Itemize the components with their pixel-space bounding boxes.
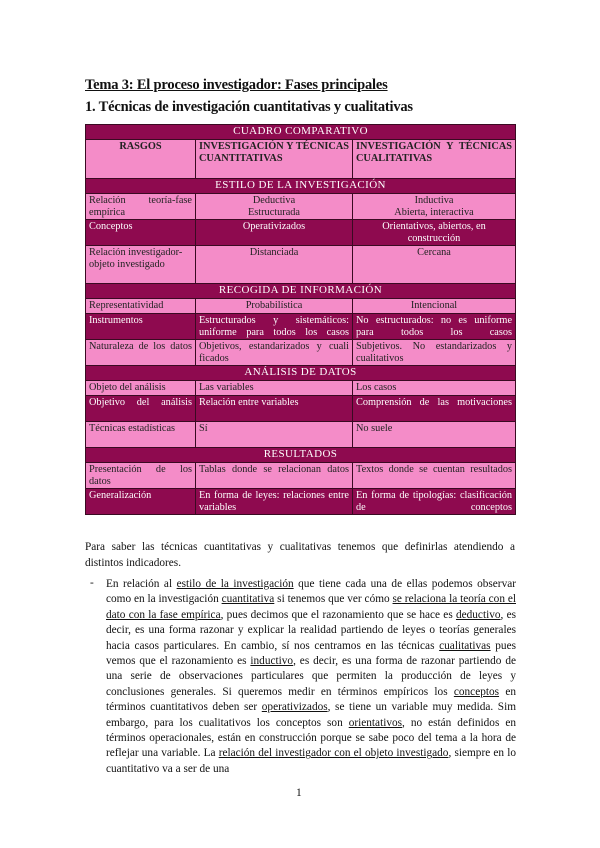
cuant-cell: En forma de leyes: relaciones entre variables: [196, 489, 353, 515]
rasgo-cell: Generalización: [86, 489, 196, 515]
cual-cell: En forma de tipologías: clasificación de conceptos: [353, 489, 516, 515]
page-number: 1: [296, 787, 302, 799]
comparison-table: [85, 124, 516, 515]
underlined-term: deductivo: [455, 608, 501, 621]
cuant-cell: Distanciada: [196, 246, 353, 284]
rasgo-cell: Naturaleza de los datos: [86, 340, 196, 366]
text-run: en términos cuantitativos deben ser: [106, 685, 516, 714]
topic-title: Tema 3: El proceso investigador: Fases principales: [85, 77, 388, 93]
section-heading: 1. Técnicas de investigación cuantitativas y cualitativas: [85, 99, 413, 115]
list-dash: -: [90, 577, 94, 589]
cuant-cell: Estructurados y sistemáticos: uniforme para todos los casos: [196, 313, 353, 339]
cual-cell: No estructurados: no es uniforme para todos los casos: [353, 313, 516, 339]
text-run: si tenemos que ver cómo: [274, 593, 393, 606]
section-title: ESTILO DE LA INVESTIGACIÓN: [86, 179, 516, 194]
text-run: , pues decimos que el razonamiento que se hace es: [220, 608, 456, 621]
cuant-cell: Objetivos, estandarizados y cuali​ficados: [196, 340, 353, 366]
section-title: RESULTADOS: [86, 447, 516, 462]
cuant-cell: Tablas donde se relacionan datos: [196, 462, 353, 488]
text-run: , es decir, es una forma de razonar partiendo de una serie de observaciones particulares que permiten la producción de leyes y conclusiones generales. Si queremos medir en términos empíricos los: [106, 655, 516, 698]
cuant-cell: Operativizados: [196, 220, 353, 246]
cual-cell: Los casos: [353, 381, 516, 396]
underlined-term: se relaciona la teoría con el dato con la fase empírica: [106, 593, 516, 621]
underlined-term: cualitativas: [439, 639, 491, 652]
cual-cell: Subjetivos. No estandarizados y cualitativos: [353, 340, 516, 366]
rasgo-cell: Representatividad: [86, 299, 196, 314]
underlined-term: inductivo: [250, 655, 294, 668]
cual-cell: Inductiva Abierta, interactiva: [353, 194, 516, 220]
text-run: , siempre en lo cuantitativo va a ser de una: [106, 747, 516, 775]
rasgo-cell: Instrumentos: [86, 313, 196, 339]
cual-cell: Orientativos, abiertos, en construcción: [353, 220, 516, 246]
section-title: RECOGIDA DE INFORMACIÓN: [86, 284, 516, 299]
header-rasgos: RASGOS: [86, 140, 196, 179]
rasgo-cell: Relación teoría-fase empírica: [86, 194, 196, 220]
cuant-cell: Deductiva Estructurada: [196, 194, 353, 220]
cual-cell: Intencional: [353, 299, 516, 314]
table-title: CUADRO COMPARATIVO: [86, 125, 516, 140]
rasgo-cell: Objeto del análisis: [86, 381, 196, 396]
section-title: ANÁLISIS DE DATOS: [86, 366, 516, 381]
underlined-term: orientativos: [348, 716, 403, 729]
text-run: que tiene cada una de ellas podemos observar como en la investigación: [106, 578, 516, 606]
underlined-term: operativizados: [261, 701, 328, 714]
cuant-cell: Probabilística: [196, 299, 353, 314]
intro-paragraph: Para saber las técnicas cuantitativas y cualitativas tenemos que definirlas atendiendo a distintos indicadores.: [85, 541, 515, 569]
rasgo-cell: Conceptos: [86, 220, 196, 246]
text-run: pues vemos que el razonamiento es: [106, 639, 516, 668]
cual-cell: Cercana: [353, 246, 516, 284]
body-paragraph: [106, 577, 516, 777]
cual-cell: Textos donde se cuentan resultados: [353, 462, 516, 488]
cuant-cell: Las variables: [196, 381, 353, 396]
underlined-term: cuantitativa: [221, 593, 275, 606]
rasgo-cell: Técnicas estadísticas: [86, 421, 196, 447]
rasgo-cell: Relación investigador-objeto investigado: [86, 246, 196, 284]
cuant-cell: Sí: [196, 421, 353, 447]
text-run: , es decir, es una forma razonar y explicar la realidad partiendo de leyes o teorías generales hacia casos particulares. En cambio, sí nos centramos en las técnicas: [106, 608, 517, 652]
rasgo-cell: Objetivo del análisis: [86, 395, 196, 421]
header-cuantitativas: INVESTIGACIÓN Y TÉCNICAS CUANTITATIVAS: [196, 140, 353, 179]
cual-cell: No suele: [353, 421, 516, 447]
underlined-term: conceptos: [453, 685, 500, 698]
underlined-term: estilo de la investigación: [176, 578, 294, 590]
rasgo-cell: Presentación de los datos: [86, 462, 196, 488]
text-run: , no están definidos en términos operacionales, están en construcción porque se sabe poco del tema a la hora de reflejar una variable. La: [106, 716, 516, 760]
cuant-cell: Relación entre variables: [196, 395, 353, 421]
cual-cell: Comprensión de las motivaciones: [353, 395, 516, 421]
text-run: En relación al: [106, 578, 177, 590]
header-cualitativas: INVESTIGACIÓN Y TÉCNICAS CUALITATIVAS: [353, 140, 516, 179]
text-run: , se tiene un variable muy medida. Sim embargo, para los cualitativos los conceptos son: [106, 701, 516, 729]
underlined-term: relación del investigador con el objeto investigado: [218, 747, 449, 760]
